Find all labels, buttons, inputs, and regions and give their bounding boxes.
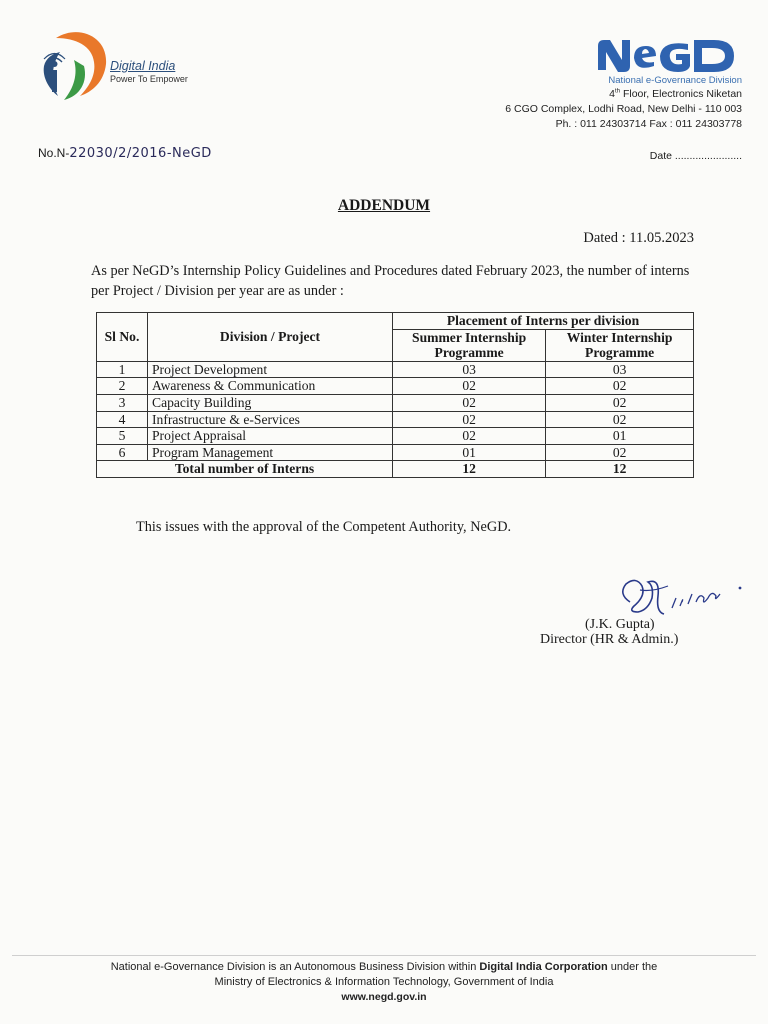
interns-table <box>96 312 694 478</box>
table-total-row <box>97 461 694 478</box>
footer-line-1: National e-Governance Division is an Autonomous Business Division within Digital India Corporation under the <box>110 961 658 973</box>
footer-website-link[interactable]: www.negd.gov.in <box>341 991 427 1003</box>
table-header-row <box>97 313 694 330</box>
cell-division: Project Development <box>148 361 393 378</box>
footer-divider <box>12 955 756 956</box>
address-line-2: 6 CGO Complex, Lodhi Road, New Delhi - 110 003 <box>505 103 742 115</box>
cell-winter: 02 <box>546 444 694 461</box>
reference-handwritten: 22030/2/2016-NeGD <box>69 146 212 161</box>
digital-india-tagline: Power To Empower <box>110 74 188 84</box>
approval-statement: This issues with the approval of the Competent Authority, NeGD. <box>136 519 512 535</box>
cell-division: Awareness & Communication <box>148 378 393 395</box>
digital-india-name: Digital India <box>110 59 176 73</box>
negd-wordmark-icon <box>592 36 742 76</box>
phone-fax: Ph. : 011 24303714 Fax : 011 24303778 <box>555 118 742 130</box>
signer-name: (J.K. Gupta) <box>585 617 655 632</box>
page-title: ADDENDUM <box>337 197 431 214</box>
col-summer: Summer Internship Programme <box>393 329 546 361</box>
table-row <box>97 428 694 445</box>
cell-division: Project Appraisal <box>148 428 393 445</box>
table-row <box>97 378 694 395</box>
cell-sl: 1 <box>97 361 148 378</box>
cell-winter: 02 <box>546 378 694 395</box>
table-row <box>97 394 694 411</box>
col-division: Division / Project <box>148 313 393 362</box>
cell-division: Program Management <box>148 444 393 461</box>
reference-number: No.N-22030/2/2016-NeGD <box>38 146 212 161</box>
cell-sl: 4 <box>97 411 148 428</box>
cell-summer: 01 <box>393 444 546 461</box>
intro-paragraph: As per NeGD’s Internship Policy Guidelines and Procedures dated February 2023, the number of interns per Project / Division per year are as under : <box>91 263 690 299</box>
cell-winter: 02 <box>546 411 694 428</box>
cell-summer: 02 <box>393 378 546 395</box>
signer-designation: Director (HR & Admin.) <box>540 632 679 647</box>
cell-sl: 2 <box>97 378 148 395</box>
cell-sl: 6 <box>97 444 148 461</box>
negd-logo <box>592 36 742 80</box>
cell-summer: 02 <box>393 394 546 411</box>
date-field: Date ....................... <box>649 150 742 162</box>
table-row <box>97 444 694 461</box>
cell-division: Infrastructure & e-Services <box>148 411 393 428</box>
total-winter: 12 <box>546 461 694 478</box>
table-row <box>97 361 694 378</box>
cell-summer: 03 <box>393 361 546 378</box>
footer-line-2: Ministry of Electronics & Information Technology, Government of India <box>214 976 554 988</box>
address-line-1: 4th Floor, Electronics Niketan <box>609 88 742 100</box>
signature-icon <box>612 572 752 622</box>
cell-sl: 3 <box>97 394 148 411</box>
cell-summer: 02 <box>393 411 546 428</box>
cell-winter: 03 <box>546 361 694 378</box>
cell-sl: 5 <box>97 428 148 445</box>
org-name: National e-Governance Division <box>608 75 742 86</box>
cell-summer: 02 <box>393 428 546 445</box>
col-winter: Winter Internship Programme <box>546 329 694 361</box>
table-row <box>97 411 694 428</box>
col-sl-no: Sl No. <box>97 313 148 362</box>
cell-winter: 01 <box>546 428 694 445</box>
digital-india-logo <box>38 26 218 106</box>
total-summer: 12 <box>393 461 546 478</box>
signature <box>612 572 752 622</box>
col-group-placement: Placement of Interns per division <box>393 313 694 330</box>
digital-india-emblem-icon <box>38 26 110 106</box>
total-label: Total number of Interns <box>97 461 393 478</box>
cell-winter: 02 <box>546 394 694 411</box>
dated-line: Dated : 11.05.2023 <box>583 230 694 246</box>
cell-division: Capacity Building <box>148 394 393 411</box>
